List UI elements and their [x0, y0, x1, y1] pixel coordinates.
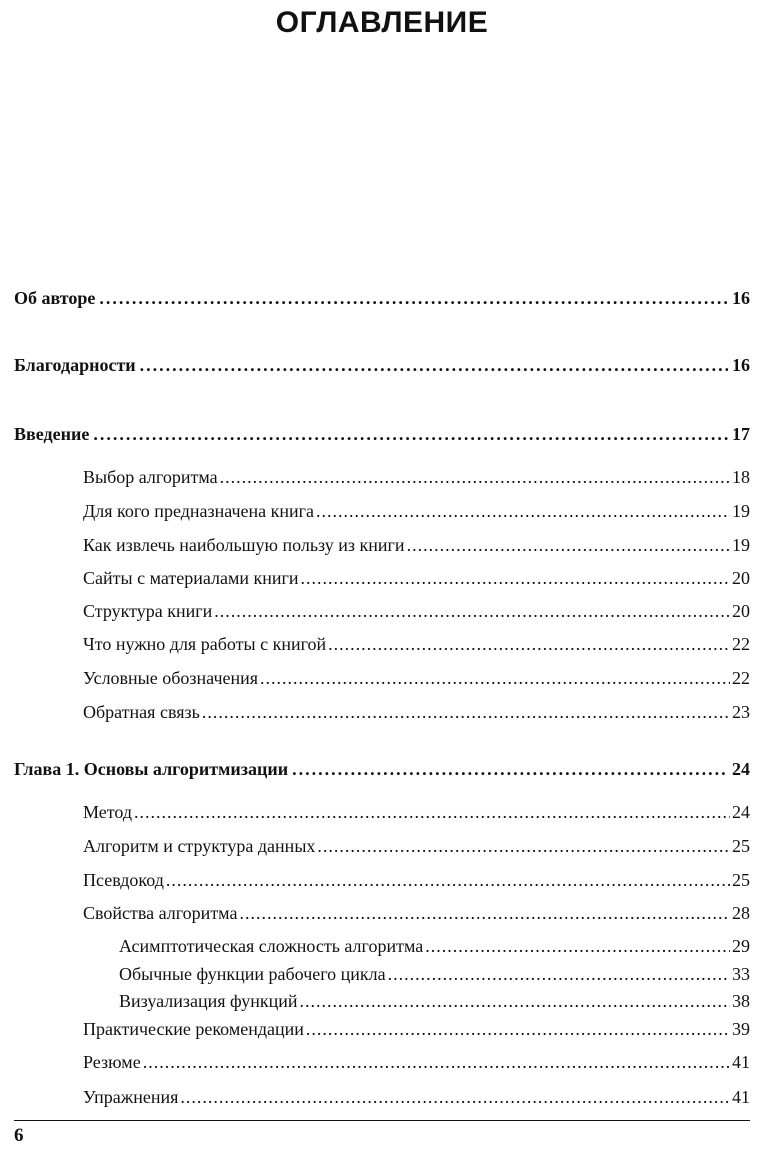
toc-entry	[83, 834, 750, 858]
toc-leader-dots	[317, 834, 730, 858]
toc-leader-dots	[328, 632, 730, 656]
toc-entry-label: Выбор алгоритма	[83, 467, 218, 487]
toc-entry-page: 20	[732, 601, 750, 621]
toc-entry-label: Обычные функции рабочего цикла	[119, 964, 386, 984]
toc-entry-label: Введение	[14, 424, 90, 444]
toc-entry-label: Структура книги	[83, 601, 213, 621]
toc-leader-dots	[300, 989, 730, 1013]
toc-entry-page: 23	[732, 702, 750, 722]
toc-entry	[83, 1050, 750, 1074]
toc-leader-dots	[407, 533, 730, 557]
toc-entry	[119, 934, 750, 958]
toc-leader-dots	[166, 868, 730, 892]
toc-leader-dots	[316, 499, 730, 523]
toc-entry-label: Благодарности	[14, 355, 136, 375]
toc-entry-page: 24	[732, 759, 750, 779]
toc-entry-page: 19	[732, 535, 750, 555]
toc-entry-label: Резюме	[83, 1052, 141, 1072]
toc-entry	[119, 962, 750, 986]
toc-entry-page: 22	[732, 668, 750, 688]
toc-leader-dots	[99, 286, 728, 310]
toc-leader-dots	[134, 800, 730, 824]
toc-entry	[119, 989, 750, 1013]
toc-entry	[83, 868, 750, 892]
toc-leader-dots	[220, 465, 730, 489]
toc-entry	[83, 566, 750, 590]
toc-entry-page: 38	[732, 991, 750, 1011]
toc-entry-page: 16	[732, 355, 750, 375]
toc-entry-label: Псевдокод	[83, 870, 164, 890]
toc-entry	[14, 286, 750, 310]
toc-leader-dots	[239, 901, 730, 925]
toc-entry-label: Как извлечь наибольшую пользу из книги	[83, 535, 405, 555]
toc-entry	[83, 700, 750, 724]
toc-leader-dots	[260, 666, 730, 690]
toc-entry	[83, 666, 750, 690]
toc-entry	[83, 800, 750, 824]
toc-entry-label: Визуализация функций	[119, 991, 298, 1011]
toc-leader-dots	[292, 757, 728, 781]
toc-entry-label: Глава 1. Основы алгоритмизации	[14, 759, 289, 779]
toc-entry-page: 24	[732, 802, 750, 822]
toc-entry-label: Обратная связь	[83, 702, 200, 722]
toc-entry	[83, 499, 750, 523]
toc-entry-page: 28	[732, 903, 750, 923]
toc-entry-page: 17	[732, 424, 750, 444]
toc-entry-label: Сайты с материалами книги	[83, 568, 299, 588]
toc-entry-label: Для кого предназначена книга	[83, 501, 315, 521]
toc-leader-dots	[301, 566, 730, 590]
page-title: ОГЛАВЛЕНИЕ	[275, 6, 489, 39]
toc-entry-page: 33	[732, 964, 750, 984]
toc-entry-page: 29	[732, 936, 750, 956]
toc-entry-page: 25	[732, 836, 750, 856]
toc-leader-dots	[214, 599, 730, 623]
toc-entry-page: 19	[732, 501, 750, 521]
toc-entry-page: 20	[732, 568, 750, 588]
toc-entry-label: Метод	[83, 802, 133, 822]
toc-entry-page: 25	[732, 870, 750, 890]
toc-entry-label: Асимптотическая сложность алгоритма	[119, 936, 424, 956]
page-number: 6	[14, 1125, 24, 1146]
toc-leader-dots	[388, 962, 730, 986]
toc-entry	[14, 422, 750, 446]
toc-entry-label: Свойства алгоритма	[83, 903, 238, 923]
toc-leader-dots	[425, 934, 730, 958]
toc-entry	[83, 465, 750, 489]
toc-leader-dots	[306, 1017, 730, 1041]
toc-entry-page: 16	[732, 288, 750, 308]
toc-entry-page: 41	[732, 1087, 750, 1107]
toc-entry-label: Условные обозначения	[83, 668, 259, 688]
toc-entry-page: 41	[732, 1052, 750, 1072]
toc-leader-dots	[143, 1050, 730, 1074]
toc-entry	[83, 599, 750, 623]
toc-leader-dots	[93, 422, 728, 446]
toc-entry-label: Упражнения	[83, 1087, 179, 1107]
footer-divider	[14, 1120, 750, 1121]
toc-entry-page: 18	[732, 467, 750, 487]
toc-leader-dots	[140, 353, 728, 377]
toc-entry	[14, 353, 750, 377]
toc-entry	[83, 1085, 750, 1109]
toc-entry	[83, 1017, 750, 1041]
toc-entry	[14, 757, 750, 781]
toc-entry-page: 39	[732, 1019, 750, 1039]
toc-entry-label: Практические рекомендации	[83, 1019, 304, 1039]
toc-entry-label: Об авторе	[14, 288, 96, 308]
toc-entry-page: 22	[732, 634, 750, 654]
toc-entry	[83, 632, 750, 656]
toc-entry	[83, 901, 750, 925]
toc-leader-dots	[180, 1085, 730, 1109]
toc-entry-label: Алгоритм и структура данных	[83, 836, 316, 856]
toc-leader-dots	[202, 700, 730, 724]
toc-entry-label: Что нужно для работы с книгой	[83, 634, 327, 654]
toc-entry	[83, 533, 750, 557]
